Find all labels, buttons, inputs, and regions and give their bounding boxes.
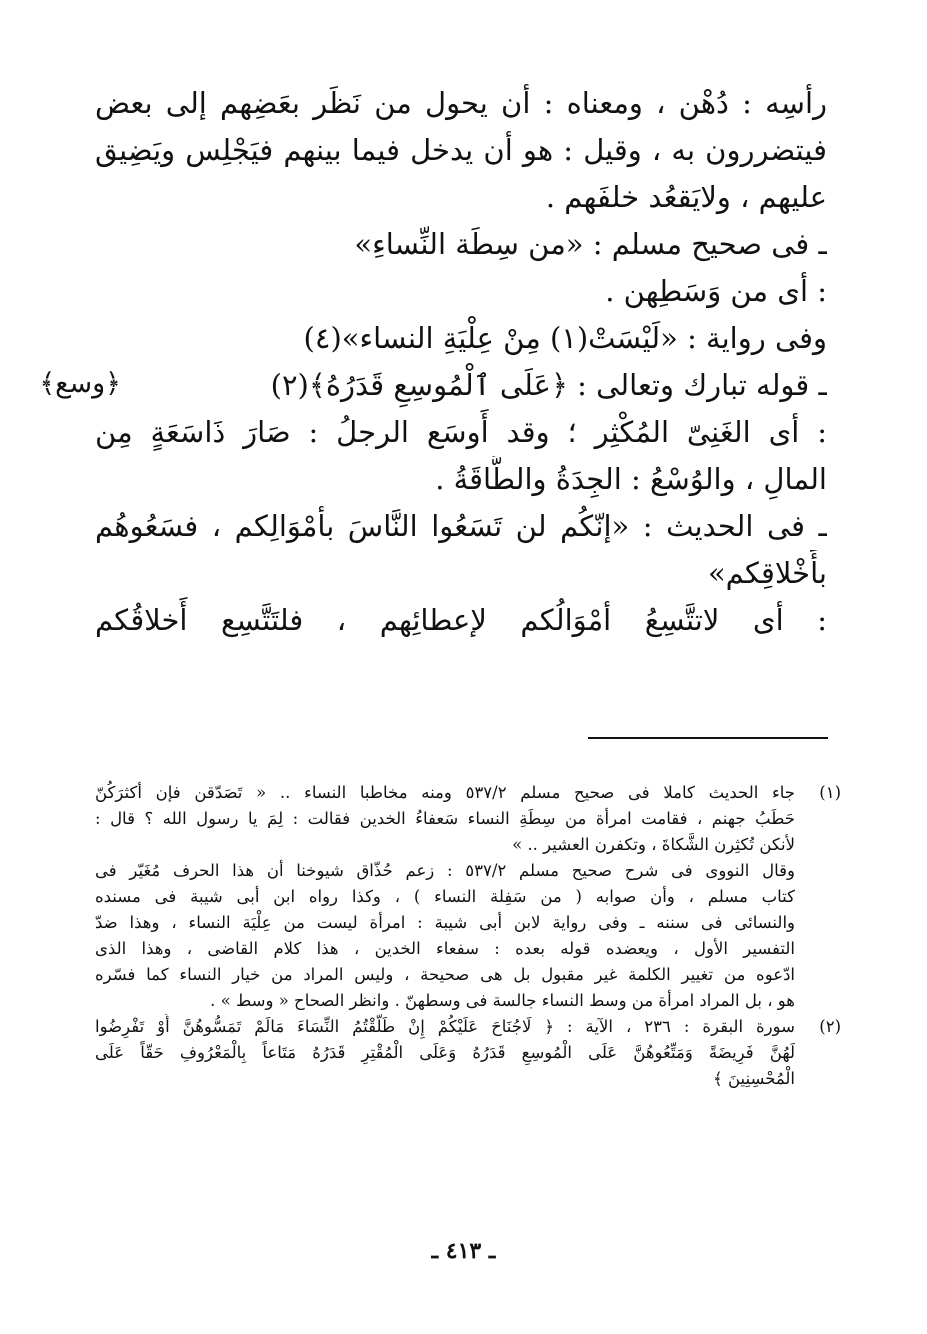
main-line: المالِ ، والوُسْعُ : الجِدَةُ والطَّاقَةُ . [435,462,827,496]
footnote-line: هو ، بل المراد امرأة من وسط النساء جالسة فى وسطهنّ . وانظر الصحاح « وسط » . [210,991,795,1010]
footnote-line: حَطَبُ جهنم ، فقامت امرأة من سِطَةِ النساء سَعفاءُ الخدين فقالت : لِمَ يا رسول الله ؟ قال : [95,809,795,828]
main-line: ـ قوله تبارك وتعالى : ﴿عَلَى ٱلْمُوسِعِ قَدَرُهُ﴾(٢) [270,368,827,402]
footnote-line: جاء الحديث كاملا فى صحيح مسلم ٥٣٧/٢ ومنه مخاطبا النساء .. « تَصَدّقن فإن أكثرَكُنّ [95,783,795,802]
footnote-line: كتاب مسلم ، وأن صوابه ( من سَفِلة النساء ) ، وكذا رواه ابن أبى شيبة فى مسنده [95,887,795,906]
main-line: عليهم ، ولايَقعُد خلفَهم . [545,180,827,214]
footnote-number: (٢) [819,1017,841,1036]
main-line: فيتضررون به ، وقيل : هو أن يدخل فيما بينهم فيَجْلِس ويَضِيق [95,133,827,167]
main-text [95,80,827,644]
footnote-divider [588,737,828,739]
footnote-line: والنسائى فى سننه ـ وفى رواية لابن أبى شيبة : امرأة ليست من عِلْيَة النساء ، وهذا ضدّ [95,913,795,932]
footnotes [95,780,841,1092]
footnote-line: وقال النووى فى شرح صحيح مسلم ٥٣٧/٢ : زعم حُذّاق شيوخنا أن هذا الحرف مُغَيّر فى [95,861,795,880]
footnote [95,780,841,1014]
main-line: بأَخْلاقِكم» [707,556,827,590]
main-line: ـ فى صحيح مسلم : «من سِطَة النِّساءِ» [354,227,827,261]
main-line: رأسِه : دُهْن ، ومعناه : أن يحول من نَظَر بعَضِهم إلى بعض [95,86,827,120]
footnote-line: لَهُنَّ فَرِيضَةً وَمَتِّعُوهُنَّ عَلَى الْمُوسِعِ قَدَرُهُ وَعَلَى الْمُقْتِرِ قَدَرُهُ مَتَاعاً بِالْمَعْرُوفِ حَقّاً عَلَى [95,1043,795,1062]
footnote-line: سورة البقرة : ٢٣٦ ، الآية : ﴿ لَاجُنَاحَ عَلَيْكُمْ إِنْ طَلَّقْتُمُ النِّسَاءَ مَالَمْ تَمَسُّوهُنَّ أَوْ تَفْرِضُوا [95,1017,795,1036]
footnote-number: (١) [819,783,841,802]
margin-root-word: ﴿وسع﴾ [39,368,121,399]
footnote-line: الْمُحْسِنِينَ ﴾ [713,1069,795,1088]
footnote-line: التفسير الأول ، ويعضده قوله بعده : سفعاء الخدين ، هذا كلام القاضى ، وهذا الذى [95,939,795,958]
page-number: ـ ٤١٣ ـ [431,1238,496,1264]
main-line: : أى لاتتَّسِعُ أمْوَالُكم لإعطائِهم ، فلتَتَّسِع أَخلاقُكم [95,603,827,637]
main-line: : أى من وَسَطِهن . [605,274,827,308]
footnote-line: ادّعوه من تغيير الكلمة غير مقبول بل هى صحيحة ، وليس المراد من خيار النساء كما فسّره [95,965,795,984]
main-line: ـ فى الحديث : «إنّكُم لن تَسَعُوا النَّاسَ بأمْوَالِكم ، فسَعُوهُم [95,509,827,543]
footnote-line: لأنكن تُكثِرن الشَّكاةَ ، وتكفرن العشير .. » [512,835,795,854]
main-line: وفى رواية : «لَيْسَتْ(١) مِنْ عِلْيَةِ النساء»(٤) [303,321,827,355]
footnote [95,1014,841,1092]
main-line: : أى الغَنِىّ المُكْثِر ؛ وقد أَوسَع الرجلُ : صَارَ ذَاسَعَةٍ مِن [95,415,827,449]
